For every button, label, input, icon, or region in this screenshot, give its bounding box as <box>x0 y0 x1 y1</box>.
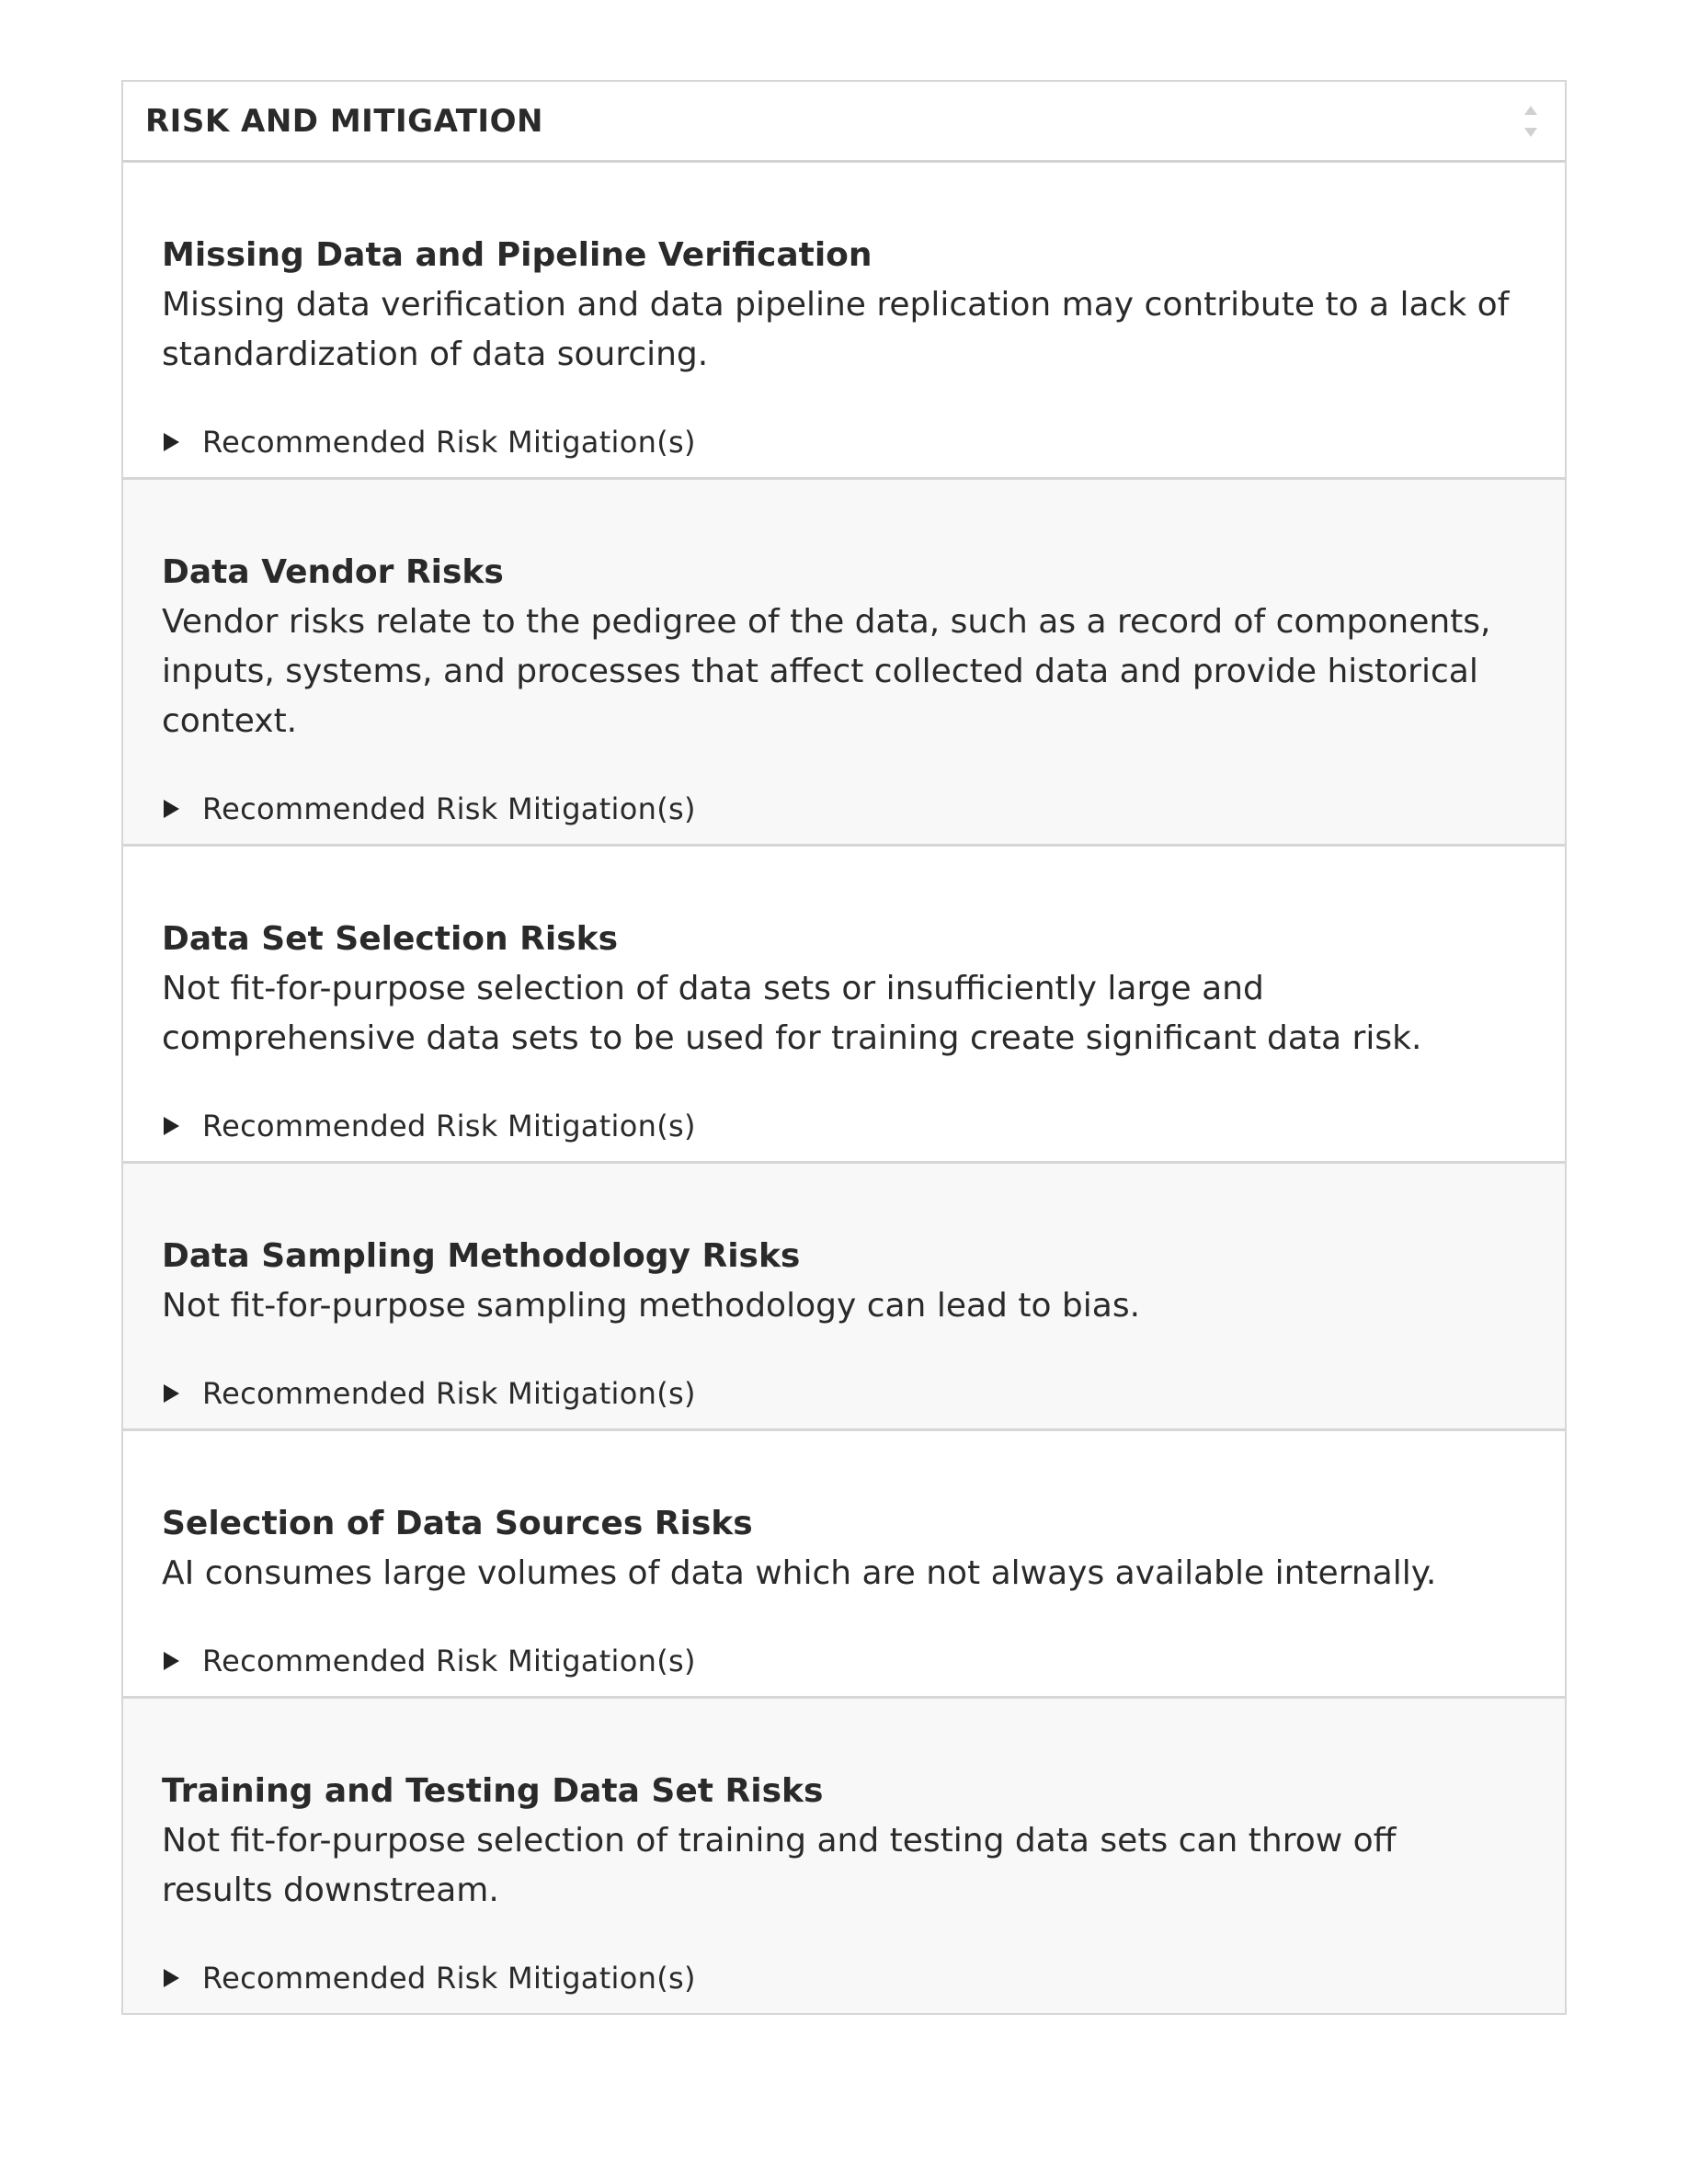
risk-item <box>123 1164 1565 1431</box>
disclosure-triangle-icon <box>164 1117 179 1135</box>
risk-item <box>123 163 1565 480</box>
disclosure-triangle-icon <box>164 1384 179 1403</box>
risk-item <box>123 847 1565 1164</box>
mitigation-label: Recommended Risk Mitigation(s) <box>202 791 696 826</box>
panel-header[interactable] <box>123 82 1565 163</box>
disclosure-triangle-icon <box>164 1969 179 1987</box>
disclosure-triangle-icon <box>164 433 179 451</box>
risk-description: Not fit-for-purpose selection of training and testing data sets can throw off results downstream. <box>162 1822 1397 1909</box>
risk-title: Selection of Data Sources Risks <box>162 1505 753 1542</box>
risk-title: Data Sampling Methodology Risks <box>162 1237 801 1275</box>
panel-title: RISK AND MITIGATION <box>145 102 543 140</box>
mitigation-label: Recommended Risk Mitigation(s) <box>202 1961 696 1996</box>
mitigation-label: Recommended Risk Mitigation(s) <box>202 1644 696 1678</box>
mitigation-label: Recommended Risk Mitigation(s) <box>202 1109 696 1143</box>
risk-description: Not fit-for-purpose selection of data sets or insufficiently large and comprehensive data sets to be used for training create significant data risk. <box>162 970 1422 1057</box>
mitigation-toggle[interactable] <box>162 407 1515 477</box>
sort-up-icon <box>1524 106 1537 115</box>
risk-item <box>123 1431 1565 1699</box>
risk-title: Missing Data and Pipeline Verification <box>162 236 873 274</box>
mitigation-label: Recommended Risk Mitigation(s) <box>202 425 696 460</box>
risk-description: AI consumes large volumes of data which are not always available internally. <box>162 1554 1437 1592</box>
sort-down-icon <box>1524 128 1537 137</box>
mitigation-label: Recommended Risk Mitigation(s) <box>202 1376 696 1411</box>
sort-icon[interactable] <box>1523 106 1539 137</box>
risk-mitigation-panel <box>121 80 1567 2015</box>
mitigation-toggle[interactable] <box>162 1091 1515 1161</box>
risk-description: Vendor risks relate to the pedigree of the data, such as a record of components, inputs, systems, and processes that affect collected data and provide historical context. <box>162 603 1491 740</box>
mitigation-toggle[interactable] <box>162 1359 1515 1428</box>
risk-title: Data Vendor Risks <box>162 553 504 591</box>
mitigation-toggle[interactable] <box>162 1943 1515 2013</box>
risk-item <box>123 1699 1565 2013</box>
disclosure-triangle-icon <box>164 800 179 818</box>
risk-description: Not fit-for-purpose sampling methodology can lead to bias. <box>162 1287 1141 1325</box>
mitigation-toggle[interactable] <box>162 1626 1515 1696</box>
mitigation-toggle[interactable] <box>162 774 1515 844</box>
risk-item <box>123 480 1565 847</box>
disclosure-triangle-icon <box>164 1652 179 1670</box>
risk-description: Missing data verification and data pipeline replication may contribute to a lack of standardization of data sourcing. <box>162 286 1510 373</box>
risk-title: Data Set Selection Risks <box>162 920 619 958</box>
risk-title: Training and Testing Data Set Risks <box>162 1772 824 1810</box>
